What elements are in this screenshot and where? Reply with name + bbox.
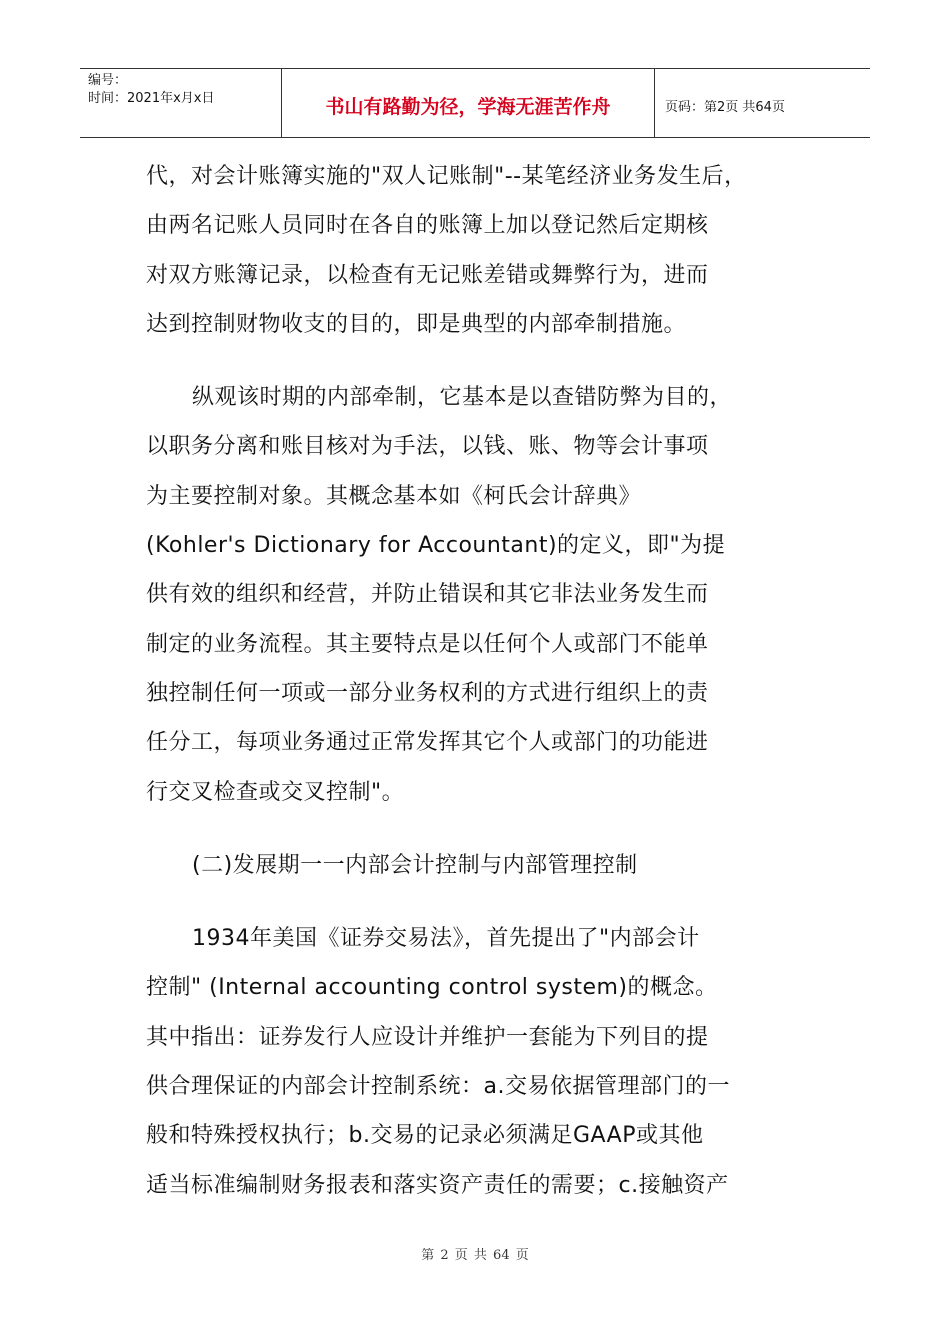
section-heading: (二)发展期一一内部会计控制与内部管理控制: [192, 852, 638, 878]
paragraph-line: 由两名记账人员同时在各自的账簿上加以登记然后定期核: [146, 213, 709, 239]
paragraph-line: 以职务分离和账目核对为手法，以钱、账、物等会计事项: [146, 434, 709, 460]
paragraph-line: 为主要控制对象。其概念基本如《柯氏会计辞典》: [146, 483, 642, 509]
document-date-label: 时间：2021年x月x日: [88, 91, 215, 106]
header-page-info: 页码：第2页 共64页: [665, 99, 785, 115]
paragraph-line: 控制" (Internal accounting control system)的概念。: [146, 975, 718, 1001]
paragraph-line: 适当标准编制财务报表和落实资产责任的需要；c.接触资产: [146, 1172, 729, 1198]
paragraph-line: 制定的业务流程。其主要特点是以任何个人或部门不能单: [146, 631, 709, 657]
document-body: [146, 152, 836, 1210]
paragraph-line: 1934年美国《证券交易法》，首先提出了"内部会计: [192, 926, 700, 952]
paragraph-line: 对双方账簿记录，以检查有无记账差错或舞弊行为，进而: [146, 262, 709, 288]
header-motto: 书山有路勤为径，学海无涯苦作舟: [282, 69, 655, 137]
paragraph-line: 行交叉检查或交叉控制"。: [146, 779, 405, 805]
header-meta: [80, 69, 282, 137]
paragraph-line: 供合理保证的内部会计控制系统：a.交易依据管理部门的一: [146, 1074, 730, 1100]
paragraph-line: 纵观该时期的内部牵制，它基本是以查错防弊为目的，: [192, 385, 733, 411]
paragraph-line: 任分工，每项业务通过正常发挥其它个人或部门的功能进: [146, 730, 709, 756]
paragraph-line: 达到控制财物收支的目的，即是典型的内部牵制措施。: [146, 311, 687, 337]
paragraph-line: 代，对会计账簿实施的"双人记账制"--某笔经济业务发生后，: [146, 164, 747, 189]
paragraph-line: 其中指出：证券发行人应设计并维护一套能为下列目的提: [146, 1024, 709, 1050]
page-header: [80, 68, 870, 138]
paragraph-line: 般和特殊授权执行；b.交易的记录必须满足GAAP或其他: [146, 1123, 704, 1149]
paragraph-line: 供有效的组织和经营，并防止错误和其它非法业务发生而: [146, 582, 709, 608]
paragraph-line: 独控制任何一项或一部分业务权利的方式进行组织上的责: [146, 680, 709, 706]
document-number-label: 编号：: [88, 73, 128, 88]
page-footer: 第 2 页 共 64 页: [421, 1248, 529, 1263]
paragraph-line: (Kohler's Dictionary for Accountant)的定义，即"为提: [146, 533, 726, 559]
